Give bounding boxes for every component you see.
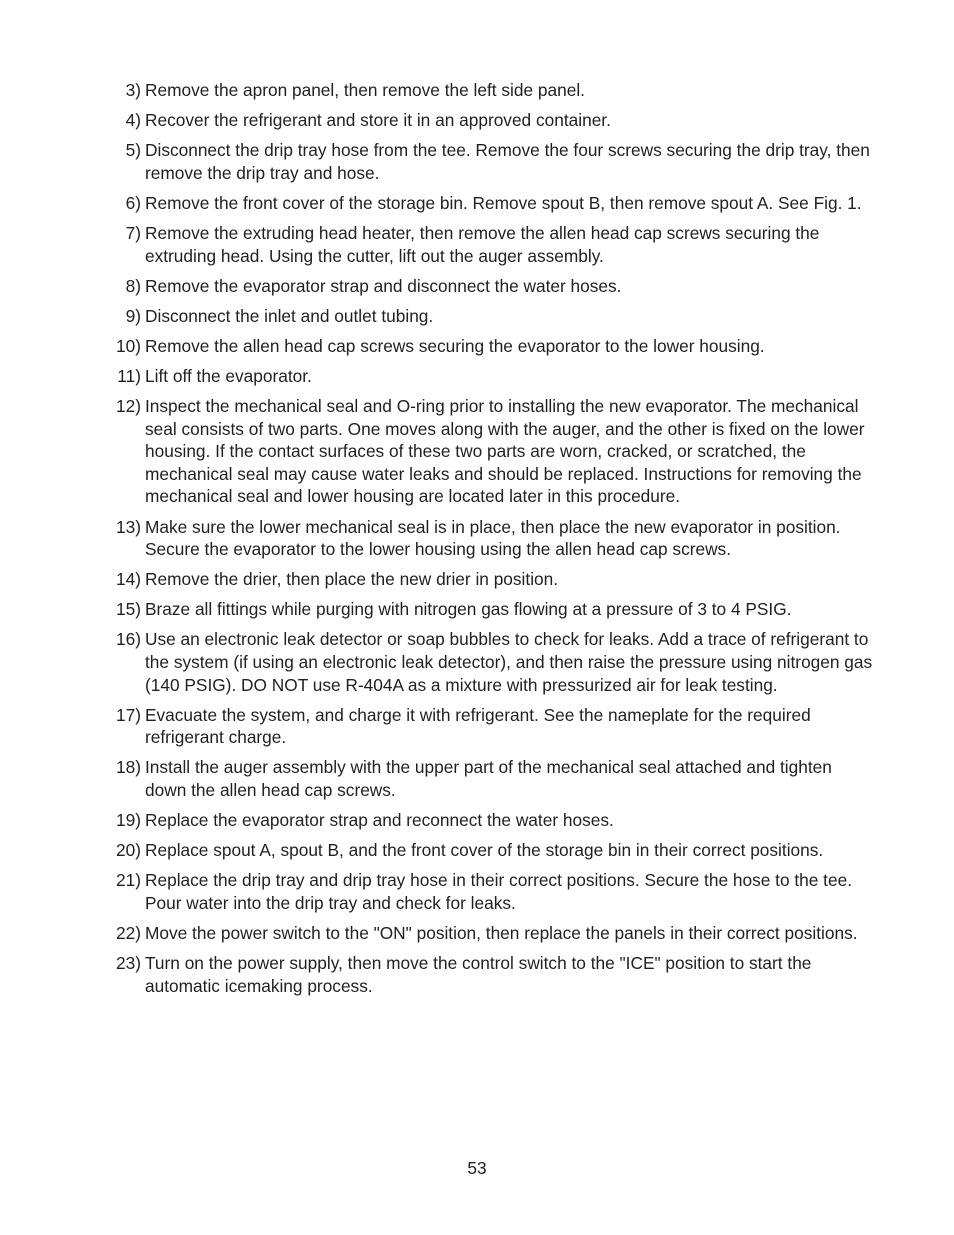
step-text: Install the auger assembly with the upper part of the mechanical seal attached and tighten down the allen head cap screws. [145, 757, 832, 800]
step-number: 16) [116, 629, 141, 650]
step-text: Recover the refrigerant and store it in an approved container. [145, 110, 611, 131]
step-number: 11) [117, 365, 141, 386]
step-item [0, 275, 954, 298]
step-item [0, 79, 954, 102]
step-text: Braze all fittings while purging with nitrogen gas flowing at a pressure of 3 to 4 PSIG. [145, 599, 792, 620]
procedure-steps [0, 79, 954, 1005]
step-text: Replace the evaporator strap and reconnect the water hoses. [145, 810, 614, 831]
step-number: 18) [116, 757, 141, 778]
step-text: Inspect the mechanical seal and O-ring prior to installing the new evaporator. The mechanical seal consists of two parts. One moves along with the auger, and the other is fixed on the lower housing. If the contact surfaces of these two parts are worn, cracked, or scratched, the mechanical seal may cause water leaks and should be replaced. Instructions for removing the mechanical seal and lower housing are located later in this procedure. [145, 396, 865, 507]
page-number: 53 [467, 1158, 487, 1178]
step-number: 5) [125, 140, 141, 161]
step-item [0, 704, 954, 749]
step-number: 10) [116, 335, 141, 356]
step-item [0, 568, 954, 591]
step-number: 21) [116, 870, 141, 891]
step-item [0, 869, 954, 914]
step-text: Remove the apron panel, then remove the left side panel. [145, 80, 585, 100]
step-number: 4) [125, 110, 141, 131]
step-item [0, 139, 954, 184]
step-item [0, 222, 954, 267]
step-item [0, 365, 954, 388]
step-number: 6) [125, 192, 141, 213]
step-number: 22) [116, 922, 141, 943]
step-number: 3) [125, 80, 141, 100]
step-text: Move the power switch to the "ON" position, then replace the panels in their correct positions. [145, 922, 858, 943]
step-number: 7) [125, 222, 141, 243]
step-item [0, 952, 954, 997]
step-text: Use an electronic leak detector or soap bubbles to check for leaks. Add a trace of refrigerant to the system (if using an electronic leak detector), and then raise the pressure using nitrogen gas (140 PSIG). DO NOT use R-404A as a mixture with pressurized air for leak testing. [145, 629, 873, 695]
step-text: Disconnect the inlet and outlet tubing. [145, 305, 434, 326]
step-number: 13) [116, 516, 141, 537]
step-text: Turn on the power supply, then move the control switch to the "ICE" position to start the automatic icemaking process. [145, 953, 812, 996]
step-item [0, 809, 954, 832]
step-item [0, 395, 954, 508]
step-text: Remove the allen head cap screws securing the evaporator to the lower housing. [145, 335, 765, 356]
step-number: 23) [116, 953, 141, 973]
step-item [0, 305, 954, 328]
step-item [0, 756, 954, 801]
step-number: 12) [116, 396, 141, 417]
step-number: 17) [116, 704, 141, 725]
step-text: Remove the front cover of the storage bin. Remove spout B, then remove spout A. See Fig. 1. [145, 192, 862, 213]
step-text: Remove the extruding head heater, then remove the allen head cap screws securing the extruding head. Using the cutter, lift out the auger assembly. [145, 222, 820, 266]
step-number: 15) [116, 599, 141, 620]
step-item [0, 839, 954, 862]
step-number: 8) [125, 275, 141, 296]
step-item [0, 192, 954, 215]
step-text: Evacuate the system, and charge it with refrigerant. See the nameplate for the required refrigerant charge. [145, 704, 811, 748]
step-text: Remove the evaporator strap and disconnect the water hoses. [145, 275, 622, 296]
step-text: Replace the drip tray and drip tray hose in their correct positions. Secure the hose to the tee. Pour water into the drip tray and check for leaks. [145, 870, 853, 913]
step-text: Make sure the lower mechanical seal is in place, then place the new evaporator in position. Secure the evaporator to the lower housing using the allen head cap screws. [145, 516, 841, 560]
step-item [0, 628, 954, 696]
step-text: Lift off the evaporator. [145, 365, 312, 386]
step-item [0, 922, 954, 945]
step-number: 14) [116, 569, 141, 590]
step-item [0, 109, 954, 132]
step-text: Remove the drier, then place the new drier in position. [145, 569, 559, 590]
step-number: 9) [125, 305, 141, 326]
step-item [0, 335, 954, 358]
step-number: 20) [116, 840, 141, 861]
step-item [0, 598, 954, 621]
step-item [0, 516, 954, 561]
step-text: Replace spout A, spout B, and the front cover of the storage bin in their correct positions. [145, 840, 824, 861]
step-text: Disconnect the drip tray hose from the tee. Remove the four screws securing the drip tray, then remove the drip tray and hose. [145, 140, 870, 183]
step-number: 19) [116, 810, 141, 831]
